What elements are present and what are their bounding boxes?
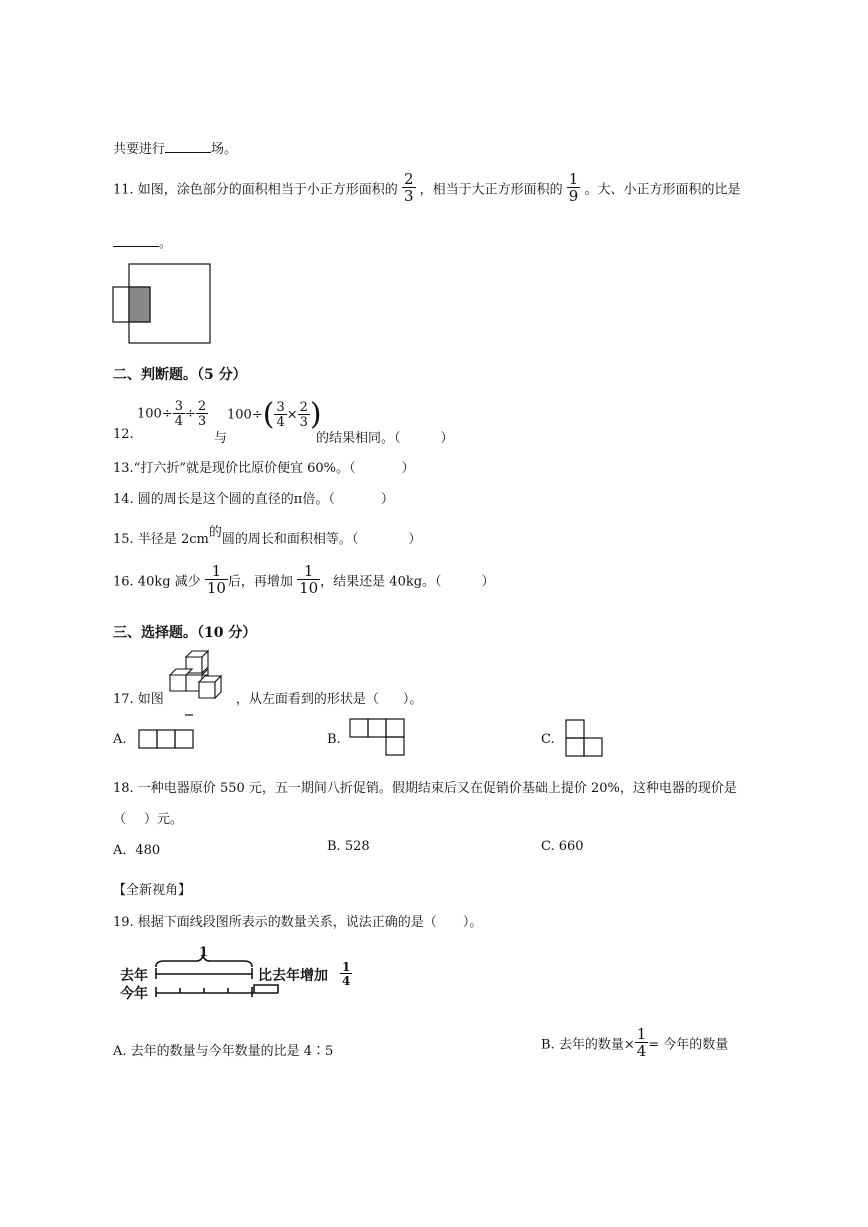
brace-label: 1: [199, 945, 209, 960]
question-11: [113, 172, 741, 204]
increase-note: 比去年增加: [258, 968, 328, 984]
question-16: 16. 40kg 减少 $\frac{1}{10}$ 后，再增加 $\frac{1}{10}$ ，结果还是 40kg。（ ）: [113, 562, 495, 597]
option-b-shape[interactable]: [349, 718, 407, 758]
question-19: 19. 根据下面线段图所表示的数量关系，说法正确的是（ ）。: [113, 915, 483, 930]
q19-option-b[interactable]: B. 去年的数量× $\frac{1}{4}$ = 今年的数量: [541, 1025, 729, 1060]
fraction-one-tenth: $\frac{1}{10}$: [299, 562, 319, 597]
fraction-one-quarter: $\frac{1}{4}$: [636, 1025, 647, 1060]
answer-blank[interactable]: [113, 234, 159, 247]
question-14: 14. 圆的周长是这个圆的直径的π倍。（ ）: [113, 492, 394, 507]
option-a-shape[interactable]: [138, 712, 194, 752]
option-a-label[interactable]: A.: [113, 732, 127, 747]
q18-option-c[interactable]: C. 660: [541, 839, 584, 854]
option-b-label[interactable]: B.: [327, 732, 341, 747]
section-2-title: 二、判断题。（5 分）: [113, 367, 247, 383]
right-paren: ): [309, 397, 322, 432]
q19-option-a[interactable]: A. 去年的数量与今年数量的比是 4∶5: [113, 1044, 334, 1059]
option-c-shape[interactable]: [565, 719, 605, 759]
q11-tail: 。大、小正方形面积的比是: [584, 182, 741, 198]
q18-option-b[interactable]: B. 528: [327, 839, 370, 854]
squares-figure: [112, 263, 212, 345]
answer-blank[interactable]: [165, 140, 211, 153]
q12-conjunction: 与: [214, 431, 228, 446]
fraction-one-quarter: $\frac{1}{4}$: [342, 960, 351, 988]
question-13: 13.“打六折”就是现价比原价便宜 60%。（ ）: [113, 461, 415, 476]
section-tag: 【全新视角】: [113, 883, 192, 898]
q11-end: 。: [159, 236, 173, 251]
q12-tail: 的结果相同。（ ）: [316, 431, 454, 446]
q18-option-a[interactable]: A．480: [113, 843, 161, 858]
question-18-line-2: （ ）元。: [113, 812, 184, 827]
fraction-two-thirds: $\frac{2}{3}$: [403, 170, 414, 205]
q11-mid: ，相当于大正方形面积的: [419, 182, 563, 198]
label-this-year: 今年: [120, 986, 148, 1002]
fraction-one-ninth: $\frac{1}{9}$: [568, 170, 579, 205]
cube-stack-figure: [166, 648, 232, 698]
q11-lead: 11. 如图，涂色部分的面积相当于小正方形面积的: [113, 182, 398, 198]
q11-answer-line: [113, 232, 172, 251]
question-18: 18. 一种电器原价 550 元，五一期间八折促销。假期结束后又在促销价基础上提价 20%，这种电器的现价是: [113, 781, 737, 796]
shaded-overlap: [129, 287, 150, 322]
section-3-title: 三、选择题。（10 分）: [113, 625, 257, 641]
q10-tail-line: [113, 138, 237, 157]
q10-prefix: 共要进行: [113, 142, 166, 157]
q12-expression-1: 100÷ $\frac{3}{4}$ ÷ $\frac{2}{3}$: [137, 399, 207, 429]
question-15: 15. 半径是 2cm的圆的周长和面积相等。（ ）: [113, 525, 422, 547]
label-last-year: 去年: [120, 968, 148, 984]
q12-expression-2: 100÷( $\frac{3}{4}$ × $\frac{2}{3}$ ): [227, 397, 322, 432]
brace-icon: [156, 955, 252, 967]
line-segment-diagram: [150, 955, 260, 1001]
left-paren: (: [262, 397, 275, 432]
q10-suffix: 场。: [211, 142, 238, 157]
fraction-one-tenth: $\frac{1}{10}$: [206, 562, 226, 597]
option-c-label[interactable]: C.: [541, 732, 555, 747]
question-17: 17. 如图 ，从左面看到的形状是（ ）。: [113, 692, 423, 707]
q12-number: 12.: [113, 427, 134, 442]
fraction-three-quarters: $\frac{3}{4}$: [174, 399, 184, 429]
fraction-two-thirds: $\frac{2}{3}$: [197, 399, 207, 429]
